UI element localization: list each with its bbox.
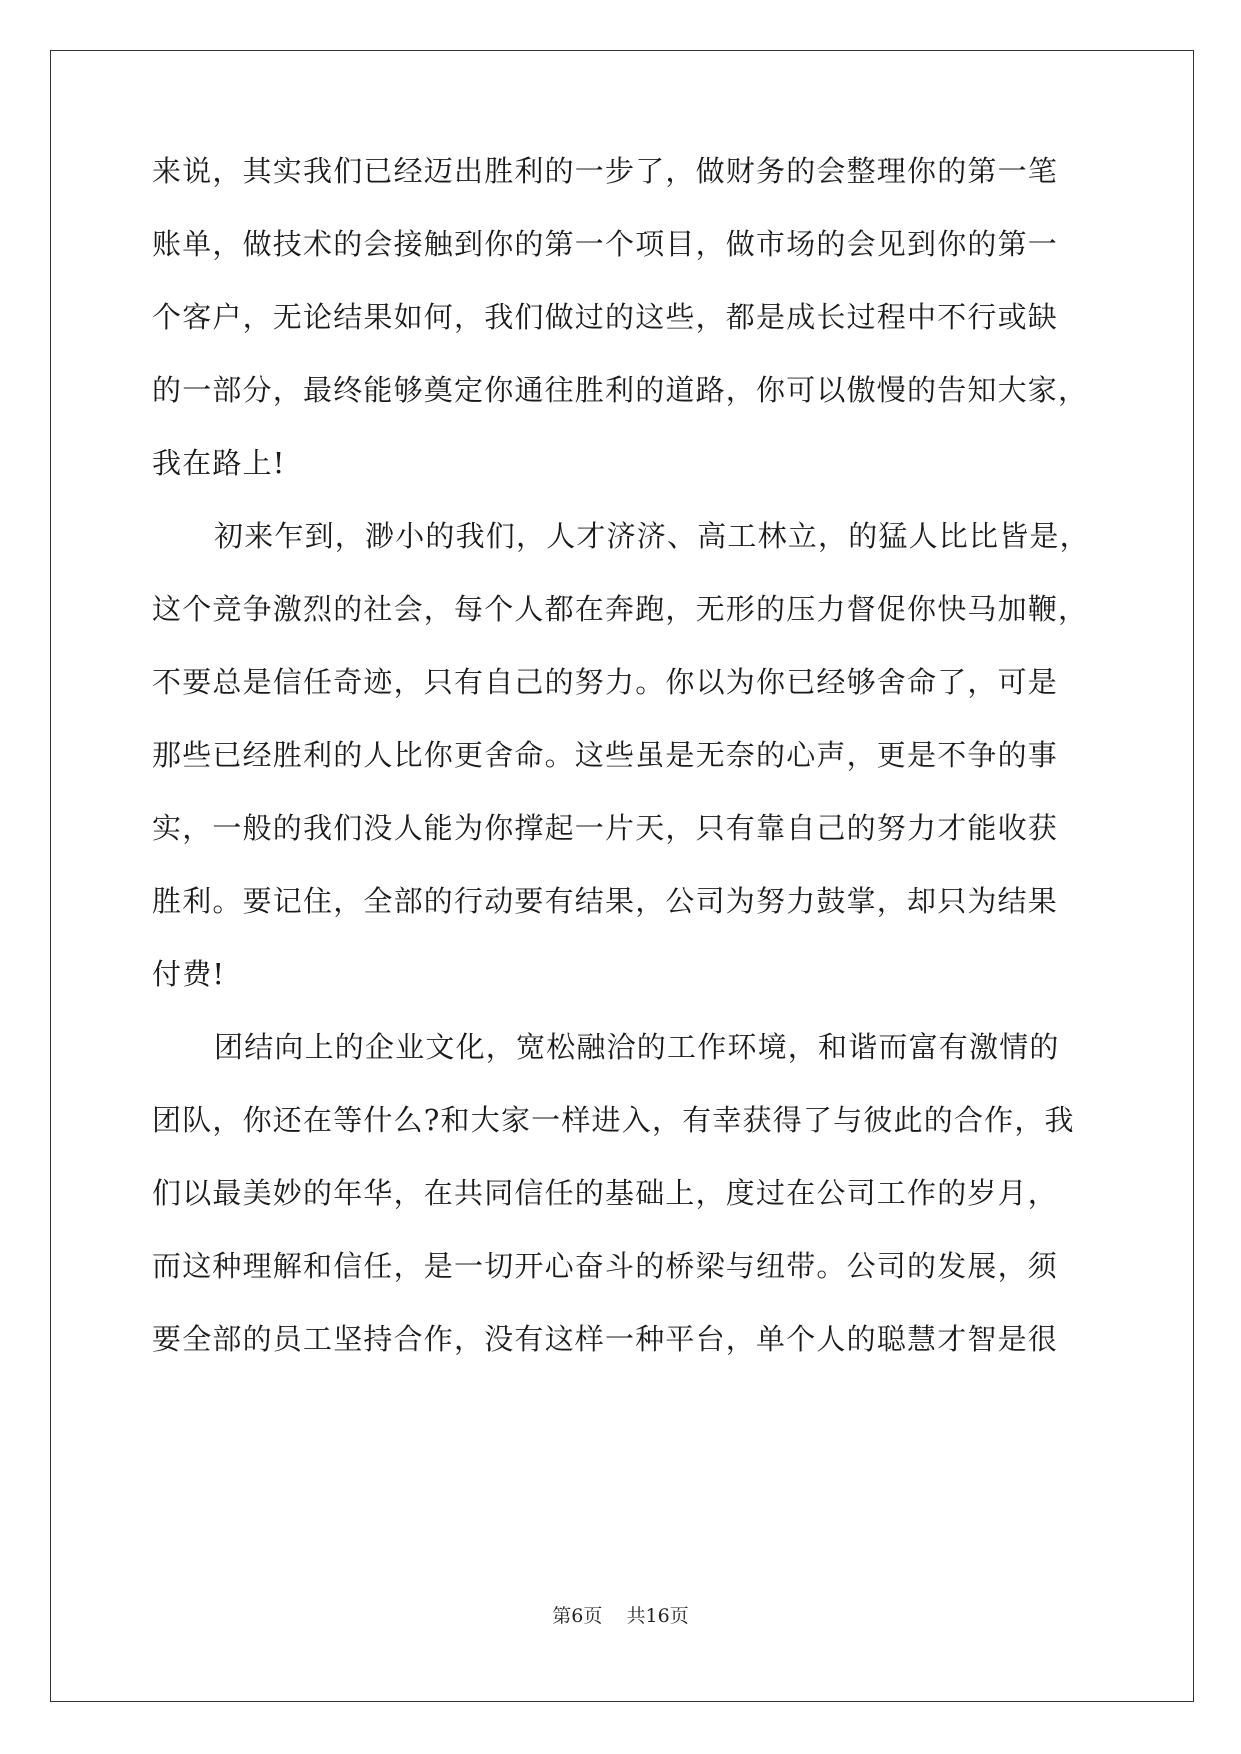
body-line: 付费! [152, 957, 226, 991]
body-line: 我在路上! [152, 446, 286, 480]
body-line: 而这种理解和信任，是一切开心奋斗的桥梁与纽带。公司的发展，须 [152, 1249, 1059, 1283]
page-number-label: 第6页 共16页 [552, 1605, 689, 1627]
body-line: 胜利。要记住，全部的行动要有结果，公司为努力鼓掌，却只为结果 [152, 884, 1059, 918]
body-line: 实，一般的我们没人能为你撑起一片天，只有靠自己的努力才能收获 [152, 811, 1059, 845]
body-line: 们以最美妙的年华，在共同信任的基础上，度过在公司工作的岁月， [152, 1176, 1059, 1210]
body-line: 团队，你还在等什么?和大家一样进入，有幸获得了与彼此的合作，我 [152, 1103, 1075, 1137]
body-line: 团结向上的企业文化，宽松融洽的工作环境，和谐而富有激情的 [214, 1030, 1060, 1064]
body-line: 不要总是信任奇迹，只有自己的努力。你以为你已经够舍命了，可是 [152, 665, 1059, 699]
body-line: 来说，其实我们已经迈出胜利的一步了，做财务的会整理你的第一笔 [152, 154, 1059, 188]
body-line: 个客户，无论结果如何，我们做过的这些，都是成长过程中不行或缺 [152, 300, 1059, 334]
body-line: 初来乍到，渺小的我们，人才济济、高工林立，的猛人比比皆是， [214, 519, 1090, 553]
body-line: 要全部的员工坚持合作，没有这样一种平台，单个人的聪慧才智是很 [152, 1322, 1059, 1356]
body-line: 那些已经胜利的人比你更舍命。这些虽是无奈的心声，更是不争的事 [152, 738, 1059, 772]
body-line: 这个竞争激烈的社会，每个人都在奔跑，无形的压力督促你快马加鞭， [152, 592, 1089, 626]
body-line: 的一部分，最终能够奠定你通往胜利的道路，你可以傲慢的告知大家， [152, 373, 1089, 407]
page-footer [0, 1603, 1241, 1629]
body-line: 账单，做技术的会接触到你的第一个项目，做市场的会见到你的第一 [152, 227, 1059, 261]
